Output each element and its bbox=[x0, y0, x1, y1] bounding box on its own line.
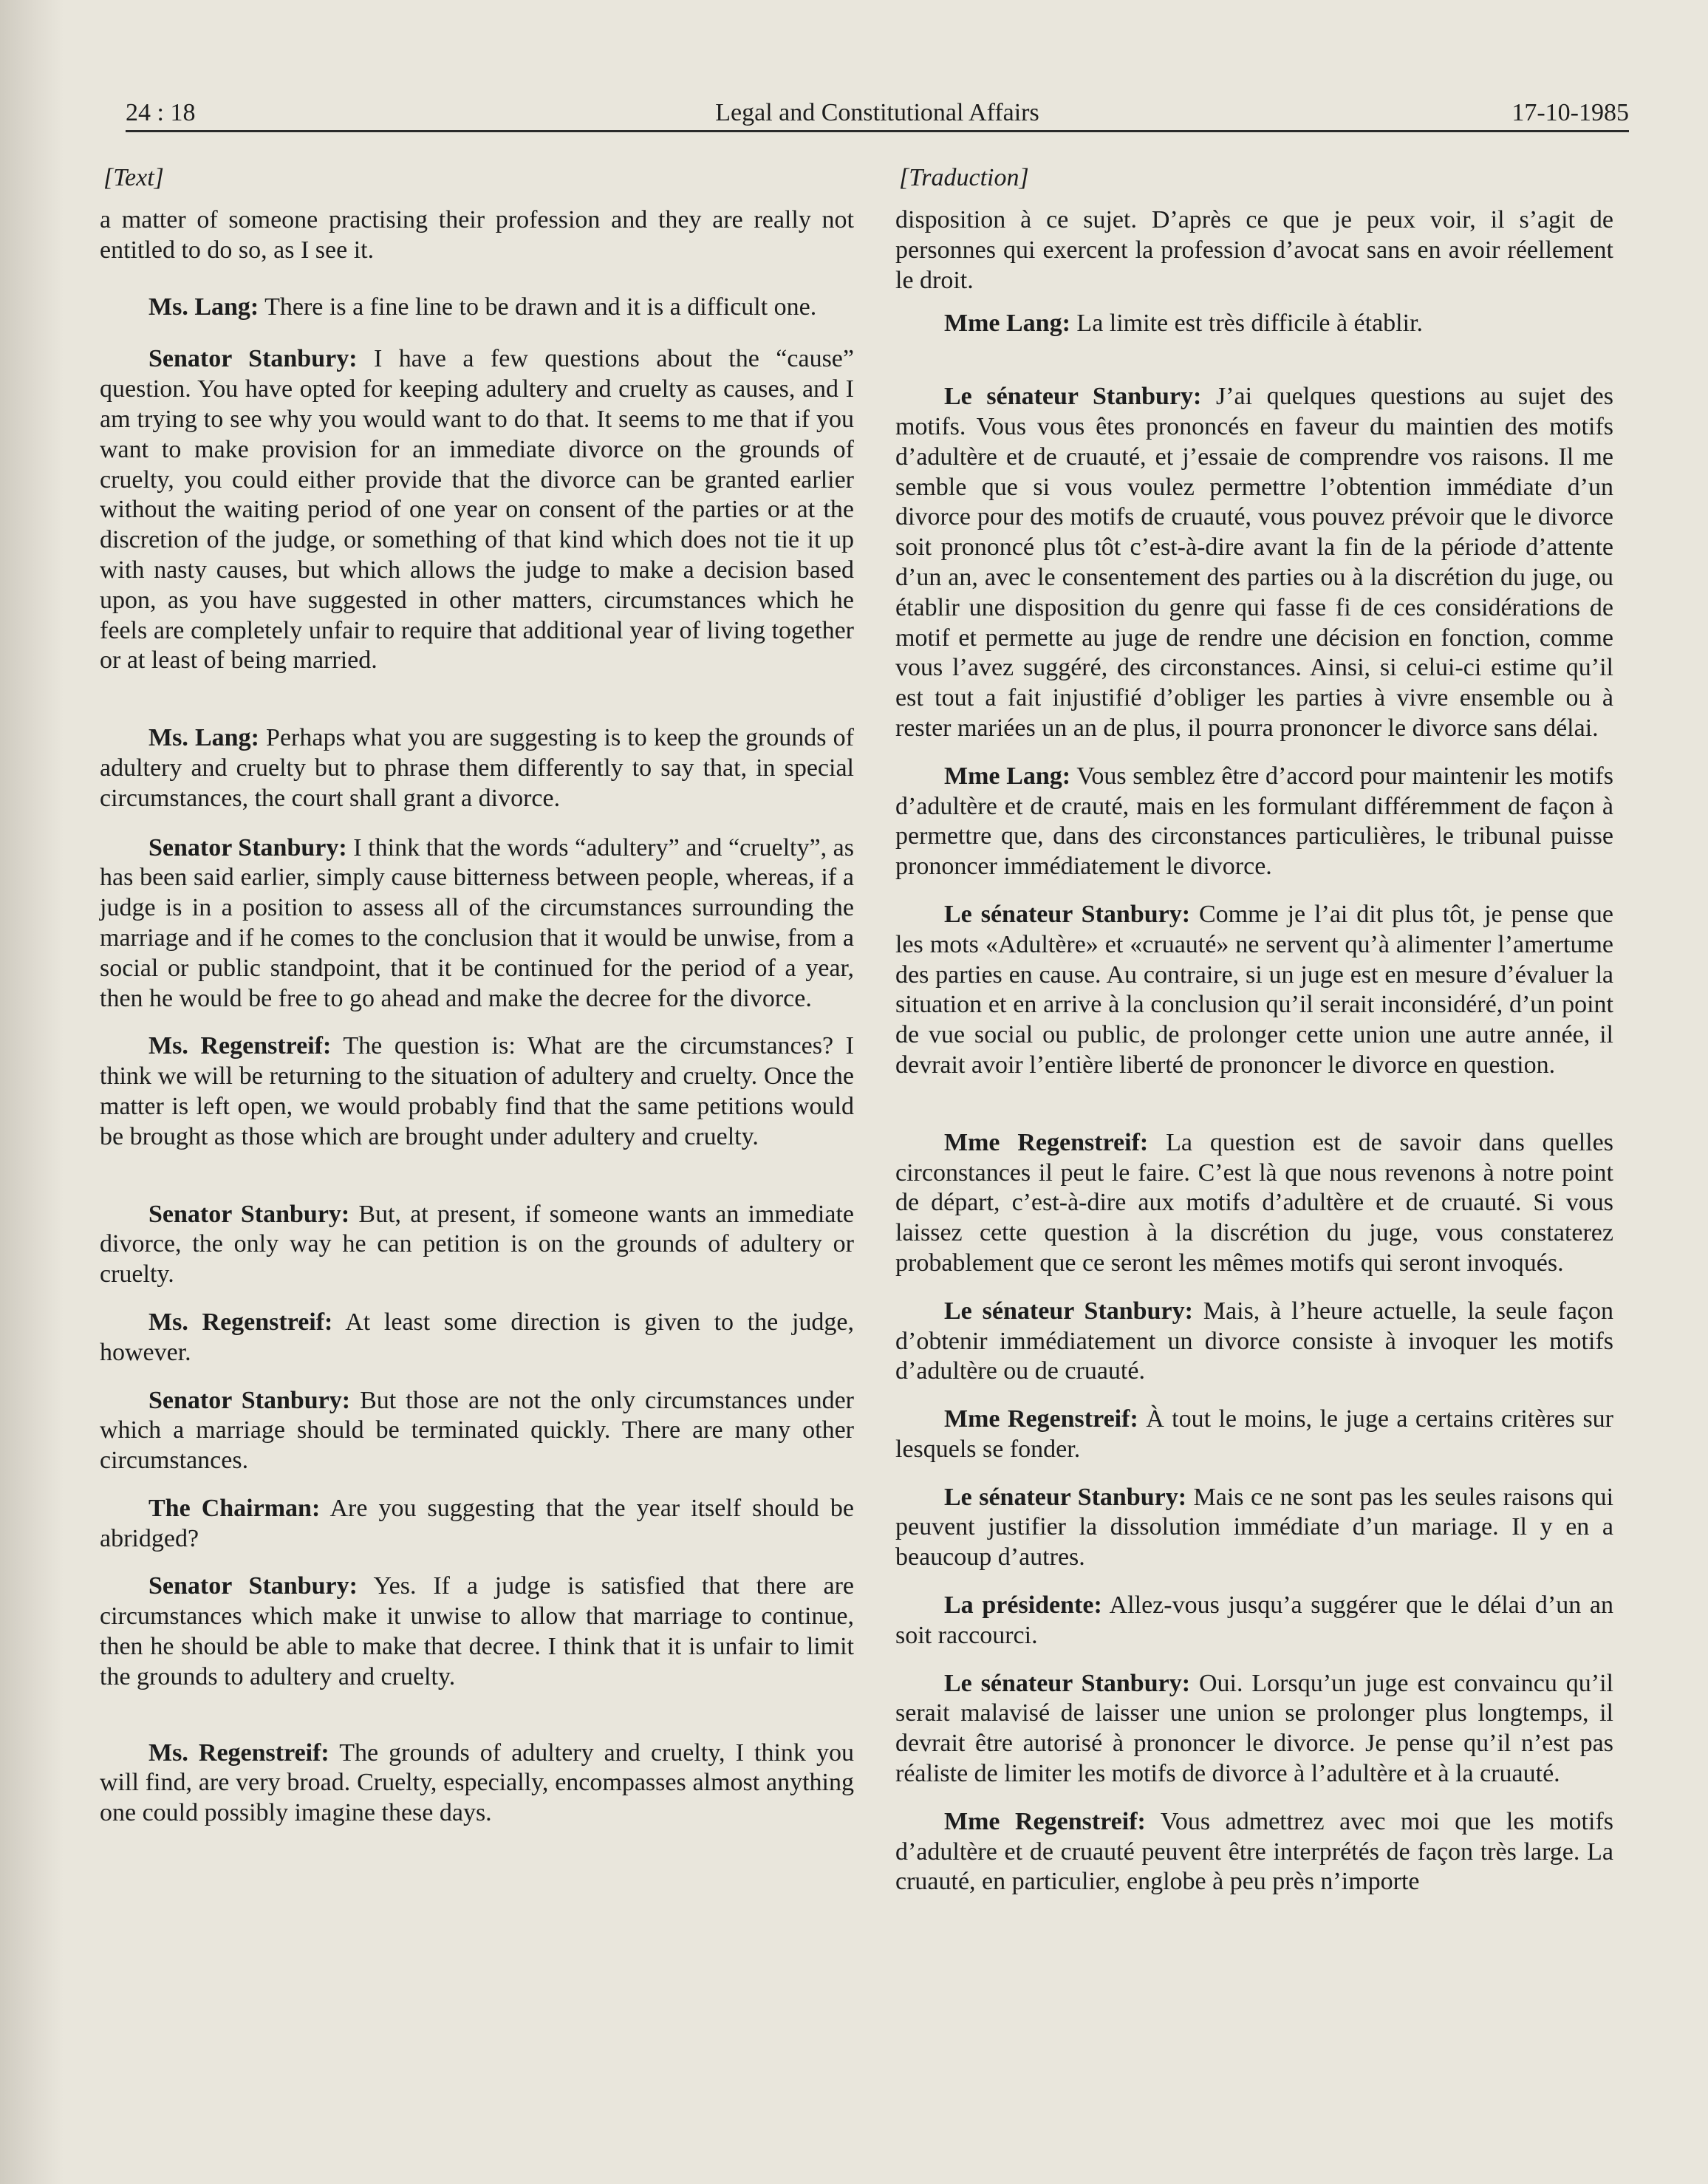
speaker-name: Senator Stanbury: bbox=[148, 345, 358, 373]
speaker-name: Mme Regenstreif: bbox=[944, 1128, 1149, 1156]
language-tag: [Text] bbox=[103, 164, 164, 191]
speaker-name: Le sénateur Stanbury: bbox=[944, 1669, 1191, 1697]
paragraph bbox=[895, 1405, 1613, 1465]
paragraph-text: Oui. Lorsqu’un juge est convaincu qu’il serait malavisé de laisser une union se prolonger plus longtemps, il devrait être autorisé à prononcer le divorce. Je pense qu’il n’est pas réaliste de limiter les motifs de divorce à l’adultère et à la cruauté. bbox=[895, 1669, 1614, 1788]
speaker-name: Ms. Regenstreif: bbox=[148, 1032, 332, 1060]
paragraph bbox=[100, 1738, 854, 1829]
paragraph-text: Vous admettrez avec moi que les motifs d’adultère et de cruauté peuvent être interprétés de façon très large. La cruauté, en particulier, englobe à peu près n’importe bbox=[895, 1807, 1613, 1896]
paragraph-text: disposition à ce sujet. D’après ce que je peux voir, il s’agit de personnes qui exercent la profession d’avocat sans en avoir réellement le droit. bbox=[895, 206, 1613, 294]
paragraph-text: Allez-vous jusqu’a suggérer que le délai d’un an soit raccourci. bbox=[895, 1591, 1613, 1649]
speaker-name: Senator Stanbury: bbox=[148, 1386, 351, 1414]
paragraph bbox=[100, 1386, 854, 1476]
paragraph bbox=[895, 382, 1613, 744]
paragraph-text: Are you suggesting that the year itself should be abridged? bbox=[100, 1494, 854, 1552]
paragraph-text: Mais ce ne sont pas les seules raisons qui peuvent justifier la dissolution immédiate d’un mariage. Il y en a beaucoup d’autres. bbox=[895, 1483, 1614, 1572]
paragraph-text: La question est de savoir dans quelles circonstances il peut le faire. C’est là que nous revenons à notre point de départ, c’est-à-dire aux motifs d’adultère et de cruauté. Si vous laissez cette question à la discrétion du juge, vous constaterez probablement que ce seront les mêmes motifs qui seront invoqués. bbox=[895, 1128, 1613, 1277]
speaker-name: La présidente: bbox=[944, 1591, 1102, 1620]
english-column bbox=[100, 164, 854, 1829]
paragraph-text: But, at present, if someone wants an immediate divorce, the only way he can petition is on the grounds of adultery or cruelty. bbox=[100, 1200, 854, 1289]
paragraph bbox=[100, 344, 854, 676]
paragraph bbox=[895, 1128, 1613, 1279]
paragraph-text: La limite est très difficile à établir. bbox=[1076, 310, 1424, 338]
paragraph-text: I think that the words “adultery” and “cruelty”, as has been said earlier, simply cause bitterness between people, whereas, if a judge is in a position to assess all of the circumstances surrounding the marriage and if he comes to the conclusion that it would be unwise, from a social or public standpoint, that it be continued for the period of a year, then he would be free to go ahead and make the decree for the divorce. bbox=[100, 833, 854, 1012]
paragraph-text: Vous semblez être d’accord pour maintenir les motifs d’adultère et de crauté, mais en les formulant différemment de façon à permettre que, dans des circonstances particulières, le tribunal puisse prononcer immédiatement le divorce. bbox=[895, 762, 1613, 881]
paragraph bbox=[100, 1200, 854, 1290]
paragraph-text: À tout le moins, le juge a certains critères sur lesquels se fonder. bbox=[895, 1405, 1613, 1463]
speaker-name: Ms. Regenstreif: bbox=[148, 1308, 333, 1336]
paragraph bbox=[895, 1297, 1613, 1387]
speaker-name: Ms. Regenstreif: bbox=[148, 1738, 329, 1767]
paragraph bbox=[895, 309, 1613, 339]
paragraph bbox=[100, 833, 854, 1014]
paragraph-text: J’ai quelques questions au sujet des motifs. Vous vous êtes prononcés en faveur du maintien des motifs d’adultère et de cruauté, et j’essaie de comprendre vos raisons. Il me semble que si vous voulez permettre l’obtention immédiate d’un divorce pour des motifs de cruauté, vous pouvez prévoir que le divorce soit prononcé plus tôt c’est-à-dire avant la fin de la période d’attente d’un an, avec le consentement des parties ou à la discrétion du juge, ou établir une disposition du genre qui fasse fi de ces considérations de motif et permette au juge de rendre une décision en fonction, comme vous l’avez suggéré, des circonstances. Ainsi, si celui-ci estime qu’il est tout a fait injustifié d’obliger les parties à vivre ensemble ou à rester mariées un an de plus, il pourra prononcer le divorce sans délai. bbox=[895, 383, 1614, 742]
paragraph-text: Yes. If a judge is satisfied that there are circumstances which make it unwise to allow that marriage to continue, then he should be able to make that decree. I think that it is unfair to limit the grounds to adultery and cruelty. bbox=[100, 1572, 854, 1690]
speaker-name: Ms. Lang: bbox=[148, 724, 259, 752]
speaker-name: Senator Stanbury: bbox=[148, 1200, 350, 1228]
paragraph bbox=[895, 1669, 1613, 1789]
paragraph bbox=[895, 762, 1613, 882]
speaker-name: Senator Stanbury: bbox=[148, 833, 347, 861]
running-header bbox=[126, 83, 1629, 132]
paragraph-text: The question is: What are the circumstances? I think we will be returning to the situation of adultery and cruelty. Once the matter is left open, we would probably find that the same petitions would be brought as those which are brought under adultery and cruelty. bbox=[100, 1032, 854, 1150]
speaker-name: Le sénateur Stanbury: bbox=[944, 1483, 1187, 1511]
speaker-name: Mme Lang: bbox=[944, 762, 1071, 790]
paragraph bbox=[100, 723, 854, 813]
speaker-name: Senator Stanbury: bbox=[148, 1572, 358, 1600]
paragraph bbox=[100, 1494, 854, 1555]
language-tag: [Traduction] bbox=[899, 164, 1029, 191]
paragraph bbox=[100, 1572, 854, 1692]
paragraph bbox=[100, 293, 854, 323]
speaker-name: Mme Lang: bbox=[944, 310, 1070, 338]
paragraph bbox=[895, 1591, 1613, 1651]
paragraph bbox=[100, 1308, 854, 1368]
paragraph-text: Comme je l’ai dit plus tôt, je pense que les mots «Adultère» et «cruauté» ne servent qu’à alimenter l’amertume des parties en cause. Au contraire, si un juge est en mesure d’évaluer la situation et en arrive à la conclusion qu’il serait inconsidéré, d’un point de vue social ou public, de prolonger cette union une autre année, il devrait avoir l’entière liberté de prononcer le divorce en question. bbox=[895, 900, 1613, 1079]
paragraph-text: Perhaps what you are suggesting is to keep the grounds of adultery and cruelty but to phrase them differently to say that, in special circumstances, the court shall grant a divorce. bbox=[100, 724, 855, 812]
paragraph bbox=[100, 205, 854, 266]
header-date: 17-10-1985 bbox=[1511, 99, 1629, 126]
paragraph-text: At least some direction is given to the judge, however. bbox=[100, 1308, 854, 1366]
paragraph bbox=[895, 1807, 1613, 1897]
speaker-name: Le sénateur Stanbury: bbox=[944, 900, 1191, 928]
paragraph-text: But those are not the only circumstances under which a marriage should be terminated quickly. There are many other circumstances. bbox=[100, 1386, 854, 1475]
speaker-name: Mme Regenstreif: bbox=[944, 1405, 1138, 1433]
page-number: 24 : 18 bbox=[126, 99, 196, 126]
paragraph bbox=[895, 1483, 1613, 1573]
speaker-name: Le sénateur Stanbury: bbox=[944, 383, 1202, 411]
paragraph-text: The grounds of adultery and cruelty, I think you will find, are very broad. Cruelty, especially, encompasses almost anything one could possibly imagine these days. bbox=[100, 1738, 854, 1827]
paragraph-text: Mais, à l’heure actuelle, la seule façon d’obtenir immédiatement un divorce consiste à invoquer les motifs d’adultère ou de cruauté. bbox=[895, 1297, 1614, 1385]
speaker-name: Le sénateur Stanbury: bbox=[944, 1297, 1193, 1325]
speaker-name: Ms. Lang: bbox=[148, 293, 259, 321]
french-column bbox=[895, 164, 1613, 1897]
paragraph bbox=[895, 900, 1613, 1081]
speaker-name: Mme Regenstreif: bbox=[944, 1807, 1146, 1835]
paragraph-text: There is a fine line to be drawn and it is a difficult one. bbox=[264, 293, 817, 321]
publication-title: Legal and Constitutional Affairs bbox=[715, 99, 1039, 126]
paragraph bbox=[895, 205, 1613, 296]
paragraph bbox=[100, 1031, 854, 1152]
paragraph-text: a matter of someone practising their profession and they are really not entitled to do so, as I see it. bbox=[100, 206, 854, 264]
paragraph-text: I have a few questions about the “cause” question. You have opted for keeping adultery and cruelty as causes, and I am trying to see why you would want to do that. It seems to me that if you want to make provision for an immediate divorce on the grounds of cruelty, you could either provide that the divorce can be granted earlier without the waiting period of one year on consent of the parties or at the discretion of the judge, or something of that kind which does not tie it up with nasty causes, but which allows the judge to make a decision based upon, as you have suggested in other matters, circumstances which he feels are completely unfair to require that additional year of living together or at least of being married. bbox=[100, 345, 854, 675]
speaker-name: The Chairman: bbox=[148, 1494, 321, 1522]
